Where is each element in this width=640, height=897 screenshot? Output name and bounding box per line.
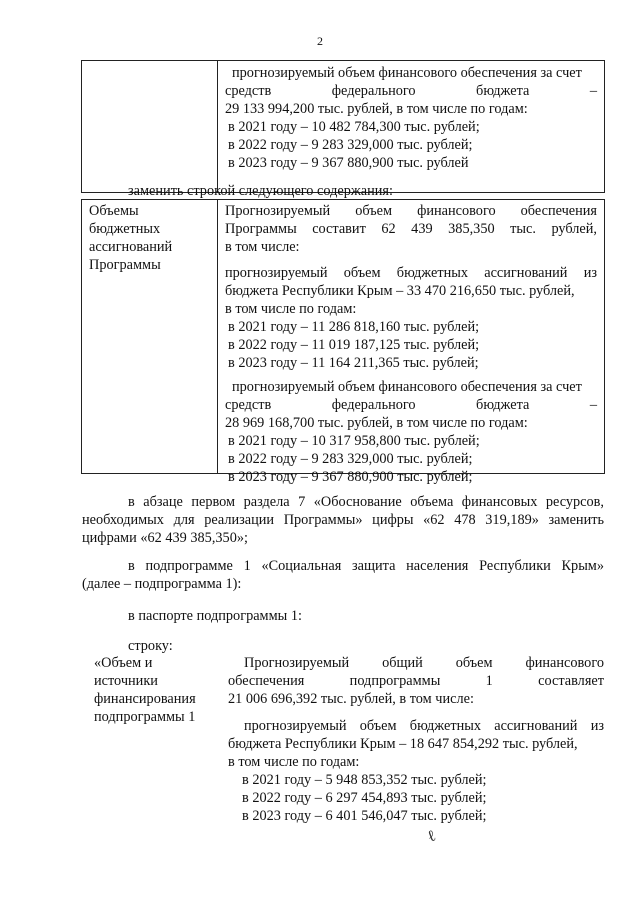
table2-left-line-2: бюджетных xyxy=(89,221,161,237)
paragraph-2-line-2: (далее – подпрограмма 1): xyxy=(82,576,242,592)
subprogram-b2-line-3: в том числе по годам: xyxy=(228,754,360,770)
subprogram-b2-line-5: в 2022 году – 6 297 454,893 тыс. рублей; xyxy=(242,790,487,806)
table1-left-cell xyxy=(82,61,218,193)
table2-b3-line-1: прогнозируемый объем финансового обеспечения за счет xyxy=(232,379,582,395)
handwritten-mark: ℓ xyxy=(425,827,439,846)
table2-b2-line-4: в 2021 году – 11 286 818,160 тыс. рублей; xyxy=(228,319,480,335)
table2-b1-line-3: в том числе: xyxy=(225,239,300,255)
table1-line-1: прогнозируемый объем финансового обеспечения за счет xyxy=(232,65,582,81)
table2-b2-line-5: в 2022 году – 11 019 187,125 тыс. рублей; xyxy=(228,337,480,353)
page-number: 2 xyxy=(317,34,323,48)
paragraph-1-line-1: в абзаце первом раздела 7 «Обоснование объема финансовых ресурсов, xyxy=(128,494,604,510)
paragraph-3: в паспорте подпрограммы 1: xyxy=(128,608,302,624)
table-replacement xyxy=(81,199,605,485)
replace-instruction: заменить строкой следующего содержания: xyxy=(128,183,393,199)
table2-b3-line-2: средств федерального бюджета – xyxy=(225,397,597,413)
table2-left-cell xyxy=(82,200,218,474)
table-continuation xyxy=(81,60,605,193)
table2-b1-line-2: Программы составит 62 439 385,350 тыс. рублей, xyxy=(225,221,597,237)
table1-right-cell xyxy=(218,61,605,193)
paragraph-4: строку: xyxy=(128,638,173,654)
table2-b2-line-3: в том числе по годам: xyxy=(225,301,357,317)
table2-left-line-3: ассигнований xyxy=(89,239,173,255)
subprogram-b2-line-6: в 2023 году – 6 401 546,047 тыс. рублей; xyxy=(242,808,487,824)
subprogram-left-line-4: подпрограммы 1 xyxy=(94,709,196,725)
subprogram-left-line-2: источники xyxy=(94,673,158,689)
subprogram-left-line-3: финансирования xyxy=(94,691,196,707)
subprogram-b2-line-4: в 2021 году – 5 948 853,352 тыс. рублей; xyxy=(242,772,487,788)
subprogram-b1-line-1: Прогнозируемый общий объем финансового xyxy=(244,655,604,671)
table2-left-line-1: Объемы xyxy=(89,203,139,219)
table2-b1-line-1: Прогнозируемый объем финансового обеспечения xyxy=(225,203,597,219)
subprogram-left-line-1: «Объем и xyxy=(94,655,153,671)
subprogram-b1-line-2: обеспечения подпрограммы 1 составляет xyxy=(228,673,604,689)
table1-line-4: в 2021 году – 10 482 784,300 тыс. рублей; xyxy=(228,119,480,135)
table1-line-2: средств федерального бюджета – xyxy=(225,83,597,99)
paragraph-2-line-1: в подпрограмме 1 «Социальная защита населения Республики Крым» xyxy=(128,558,604,574)
table2-b3-line-4: в 2021 году – 10 317 958,800 тыс. рублей; xyxy=(228,433,480,449)
table1-line-3: 29 133 994,200 тыс. рублей, в том числе по годам: xyxy=(225,101,528,117)
subprogram-b1-line-3: 21 006 696,392 тыс. рублей, в том числе: xyxy=(228,691,474,707)
paragraph-1-line-3: цифрами «62 439 385,350»; xyxy=(82,530,248,546)
paragraph-1-line-2: необходимых для реализации Программы» цифры «62 478 319,189» заменить xyxy=(82,512,604,528)
table2-b3-line-6: в 2023 году – 9 367 880,900 тыс. рублей; xyxy=(228,469,473,485)
table2-b3-line-5: в 2022 году – 9 283 329,000 тыс. рублей; xyxy=(228,451,473,467)
subprogram-b2-line-2: бюджета Республики Крым – 18 647 854,292 тыс. рублей, xyxy=(228,736,578,752)
table2-b2-line-1: прогнозируемый объем бюджетных ассигнований из xyxy=(225,265,597,281)
table2-b3-line-3: 28 969 168,700 тыс. рублей, в том числе по годам: xyxy=(225,415,528,431)
table1-line-5: в 2022 году – 9 283 329,000 тыс. рублей; xyxy=(228,137,473,153)
table2-b2-line-2: бюджета Республики Крым – 33 470 216,650 тыс. рублей, xyxy=(225,283,575,299)
table2-left-line-4: Программы xyxy=(89,257,161,273)
table2-right-cell xyxy=(218,200,605,485)
subprogram-b2-line-1: прогнозируемый объем бюджетных ассигнований из xyxy=(244,718,604,734)
table2-b2-line-6: в 2023 году – 11 164 211,365 тыс. рублей; xyxy=(228,355,479,371)
table1-line-6: в 2023 году – 9 367 880,900 тыс. рублей xyxy=(228,155,469,171)
